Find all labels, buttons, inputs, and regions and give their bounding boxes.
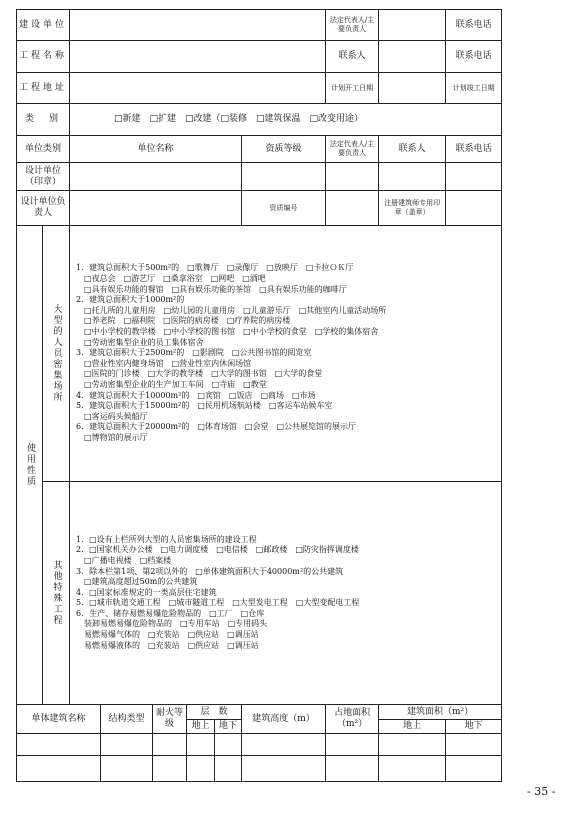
crowded-line: □具有娱乐功能的餐馆 □具有娱乐功能的茶馆 □具有娱乐功能的咖啡厅 — [76, 284, 347, 294]
fire-rating-header: 耐火等级 — [153, 705, 187, 734]
design-qualification-field[interactable] — [242, 163, 326, 191]
building-name-field-2[interactable] — [17, 756, 101, 782]
crowded-label-cell — [43, 226, 70, 482]
structure-type-field[interactable] — [101, 734, 153, 756]
crowded-line: □养老院 □福利院 □医院的病房楼 □疗养院的病房楼 — [76, 316, 291, 326]
crowded-line: □客运码头候船厅 — [76, 411, 148, 421]
design-legal-rep-header: 法定代表人/主要负责人 — [326, 136, 379, 163]
area-below-field-2[interactable] — [446, 756, 502, 782]
height-field-2[interactable] — [242, 756, 326, 782]
special-projects-label: 其他特殊工程 — [51, 560, 62, 626]
floors-below-field[interactable] — [215, 734, 242, 756]
design-contact-person-header: 联系人 — [379, 136, 446, 163]
building-name-field[interactable] — [17, 734, 101, 756]
registered-architect-label: 注册建筑师专用印章（盖章） — [379, 191, 446, 226]
crowded-line: 5．建筑总面积大于15000m²的 □民用机场航站楼 □客运车站候车室 — [76, 401, 333, 411]
design-legal-rep-field[interactable] — [326, 163, 379, 191]
floors-above-header: 地上 — [187, 720, 215, 734]
construction-info-form — [16, 9, 502, 782]
crowded-line: 6．建筑总面积大于20000m²的 □体育场馆 □会堂 □公共展览馆的展示厅 — [76, 422, 357, 432]
floors-below-field-2[interactable] — [215, 756, 242, 782]
contact-phone2-label: 联系电话 — [446, 41, 502, 73]
qual-number-label: 资质编号 — [242, 191, 326, 226]
structure-type-field-2[interactable] — [101, 756, 153, 782]
page-number: - 35 - — [527, 785, 556, 798]
project-address-label: 工程地址 — [17, 73, 70, 104]
floors-above-field-2[interactable] — [187, 756, 215, 782]
area-above-header: 地上 — [379, 720, 446, 734]
crowded-line: □中小学校的教学楼 □中小学校的图书馆 □中小学校的食堂 □学校的集体宿舍 — [76, 327, 379, 337]
footprint-field-2[interactable] — [326, 756, 379, 782]
area-below-field[interactable] — [446, 734, 502, 756]
crowded-line: □医院的门诊楼 □大学的教学楼 □大学的图书馆 □大学的食堂 — [76, 369, 323, 379]
special-line: 6．生产、储存易燃易爆危险物品的 □工厂 □仓库 — [76, 608, 265, 618]
crowded-places-list — [76, 263, 497, 443]
area-header: 建筑面积（m²） — [379, 705, 502, 720]
special-line: □广播电视楼 □档案楼 — [76, 555, 172, 565]
category-options[interactable]: □新建 □扩建 □改建（□装修 □建筑保温 □改变用途） — [70, 104, 502, 136]
footprint-header: 占地面积（m²） — [326, 705, 379, 734]
special-label-cell — [43, 482, 70, 705]
fire-rating-field-2[interactable] — [153, 756, 187, 782]
registered-architect-field[interactable] — [446, 191, 502, 226]
crowded-places-options[interactable] — [70, 226, 502, 482]
project-address-field[interactable] — [70, 73, 326, 104]
footprint-field[interactable] — [326, 734, 379, 756]
special-line: 2．□国家机关办公楼 □电力调度楼 □电信楼 □邮政楼 □防灾指挥调度楼 — [76, 545, 359, 555]
project-name-field[interactable] — [70, 41, 326, 73]
floors-below-header: 地下 — [215, 720, 242, 734]
crowded-line: □营业性室内健身场馆 □营业性室内休闲场馆 — [76, 358, 252, 368]
crowded-line: □劳动密集型企业的员工集体宿舍 — [76, 337, 204, 347]
design-lead-label: 设计单位负责人 — [17, 191, 70, 226]
design-unit-name-field[interactable] — [70, 163, 242, 191]
floors-above-field[interactable] — [187, 734, 215, 756]
project-name-label: 工程名称 — [17, 41, 70, 73]
crowded-line: 1．建筑总面积大于500m²的 □歌舞厅 □录像厅 □放映厅 □卡拉ＯＫ厅 — [76, 263, 354, 273]
contact-phone-label: 联系电话 — [446, 10, 502, 41]
qualification-level-header: 资质等级 — [242, 136, 326, 163]
design-unit-category-header: 单位类别 — [17, 136, 70, 163]
contact-person-field[interactable] — [379, 41, 446, 73]
structure-type-header: 结构类型 — [101, 705, 153, 734]
crowded-line: 4．建筑总面积大于10000m²的 □宾馆 □饭店 □商场 □市场 — [76, 390, 316, 400]
crowded-line: 3．建筑总面积大于2500m²的 □影剧院 □公共图书馆的阅览室 — [76, 348, 312, 358]
usage-label: 使用性质 — [25, 443, 35, 487]
special-line: 5．□城市轨道交通工程 □城市隧道工程 □大型发电工程 □大型变配电工程 — [76, 598, 360, 608]
crowded-line: □托儿所的儿童用房 □幼儿园的儿童用房 □儿童游乐厅 □其他室内儿童活动场所 — [76, 305, 387, 315]
special-line: 易燃易爆液体的 □充装站 □供应站 □调压站 — [76, 640, 259, 650]
area-below-header: 地下 — [446, 720, 502, 734]
special-line: 装卸易燃易爆危险物品的 □专用车站 □专用码头 — [76, 619, 268, 629]
fire-rating-field[interactable] — [153, 734, 187, 756]
design-lead-field[interactable] — [70, 191, 242, 226]
special-line: 易燃易爆气体的 □充装站 □供应站 □调压站 — [76, 630, 259, 640]
special-line: 3．除本栏第1项、第2项以外的 □单体建筑面积大于40000m²的公共建筑 — [76, 566, 344, 576]
planned-start-label: 计划开工日期 — [326, 73, 379, 104]
design-contact-phone-field[interactable] — [446, 163, 502, 191]
design-unit-label: 设计单位（印章） — [17, 163, 70, 191]
area-above-field[interactable] — [379, 734, 446, 756]
planned-end-label: 计划竣工日期 — [446, 73, 502, 104]
crowded-line: □夜总会 □游艺厅 □桑拿浴室 □网吧 □酒吧 — [76, 274, 266, 284]
crowded-line: □劳动密集型企业的生产加工车间 □寺庙 □教堂 — [76, 379, 267, 389]
qual-number-field[interactable] — [326, 191, 379, 226]
design-unit-name-header: 单位名称 — [70, 136, 242, 163]
design-contact-person-field[interactable] — [379, 163, 446, 191]
category-label: 类 别 — [17, 104, 70, 136]
crowded-line: □博物馆的展示厅 — [76, 432, 148, 442]
special-projects-list — [76, 535, 497, 652]
design-contact-phone-header: 联系电话 — [446, 136, 502, 163]
special-line: 1．□设有上栏所列大型的人员密集场所的建设工程 — [76, 534, 257, 544]
height-header: 建筑高度（m） — [242, 705, 326, 734]
owner-unit-field[interactable] — [70, 10, 326, 41]
crowded-places-label: 大型的人员密集场所 — [51, 304, 62, 403]
building-name-header: 单体建筑名称 — [17, 705, 101, 734]
area-above-field-2[interactable] — [379, 756, 446, 782]
special-projects-options[interactable] — [70, 482, 502, 705]
crowded-line: 2．建筑总面积大于1000m²的 — [76, 295, 185, 305]
usage-label-cell — [17, 226, 43, 705]
planned-start-field[interactable] — [379, 73, 446, 104]
legal-rep-field[interactable] — [379, 10, 446, 41]
special-line: □建筑高度超过50m的公共建筑 — [76, 577, 198, 587]
legal-rep-label: 法定代表人/主要负责人 — [326, 10, 379, 41]
owner-unit-label: 建设单位 — [17, 10, 70, 41]
special-line: 4．□国家标准规定的一类高层住宅建筑 — [76, 587, 217, 597]
floors-header: 层 数 — [187, 705, 242, 720]
contact-person-label: 联系人 — [326, 41, 379, 73]
height-field[interactable] — [242, 734, 326, 756]
